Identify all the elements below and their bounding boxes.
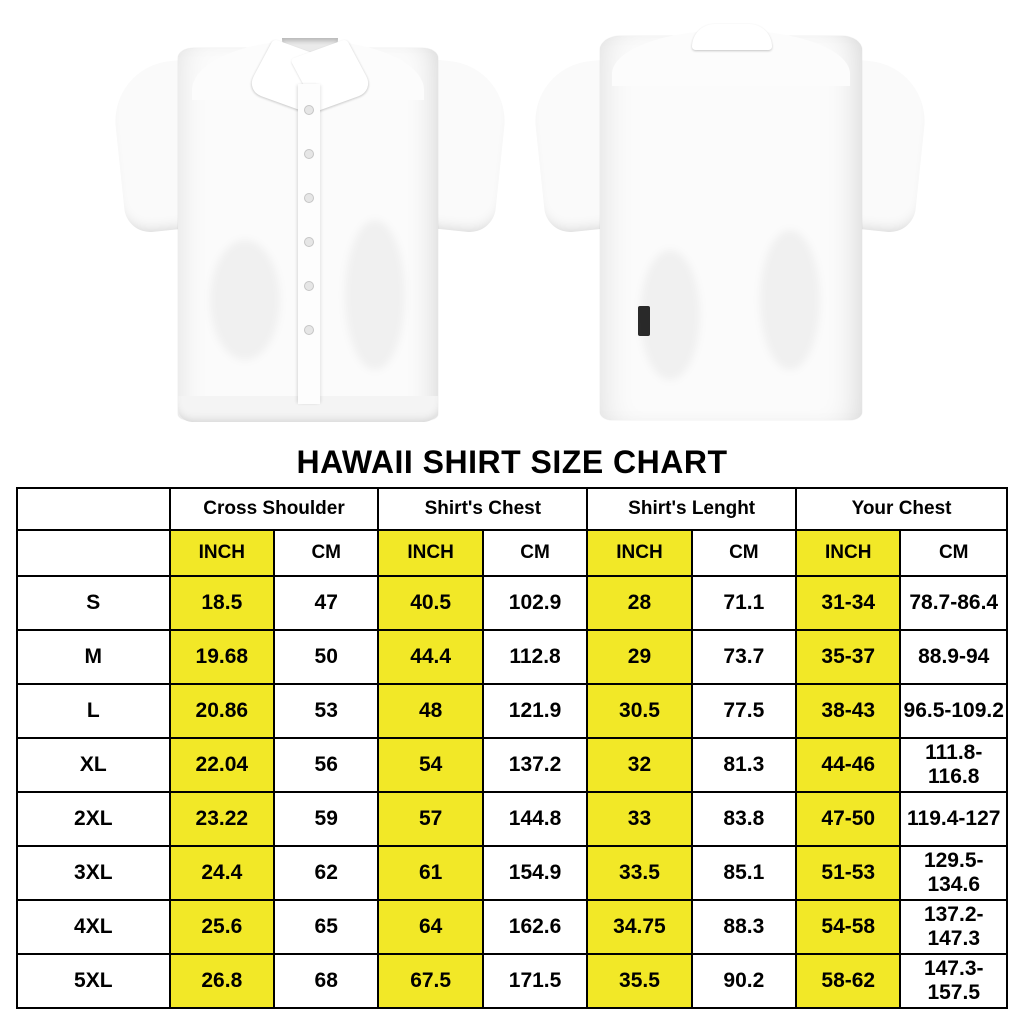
cross-shoulder-cm: 56 xyxy=(274,738,378,792)
size-label: XL xyxy=(17,738,170,792)
shirts-length-inch: 29 xyxy=(587,630,691,684)
fabric-fold xyxy=(210,240,280,360)
size-label: 5XL xyxy=(17,954,170,1008)
table-row xyxy=(17,792,1007,846)
shirts-length-cm: 90.2 xyxy=(692,954,796,1008)
shirts-chest-inch: 54 xyxy=(378,738,482,792)
shirt-button xyxy=(305,326,313,334)
fabric-fold xyxy=(760,230,820,370)
corner-cell xyxy=(17,488,170,530)
shirt-button xyxy=(305,194,313,202)
group-shirts-chest: Shirt's Chest xyxy=(378,488,587,530)
cross-shoulder-inch: 26.8 xyxy=(170,954,274,1008)
cross-shoulder-cm: 53 xyxy=(274,684,378,738)
shirts-chest-inch: 48 xyxy=(378,684,482,738)
group-cross-shoulder: Cross Shoulder xyxy=(170,488,379,530)
group-shirts-length: Shirt's Lenght xyxy=(587,488,796,530)
cross-shoulder-inch: 18.5 xyxy=(170,576,274,630)
your-chest-inch: 44-46 xyxy=(796,738,900,792)
your-chest-inch: 31-34 xyxy=(796,576,900,630)
cross-shoulder-inch: 25.6 xyxy=(170,900,274,954)
cross-shoulder-cm: 47 xyxy=(274,576,378,630)
cross-shoulder-cm: 68 xyxy=(274,954,378,1008)
size-label: L xyxy=(17,684,170,738)
shirt-button xyxy=(305,150,313,158)
cross-shoulder-inch: 23.22 xyxy=(170,792,274,846)
shirts-length-inch: 33 xyxy=(587,792,691,846)
cross-shoulder-cm: 62 xyxy=(274,846,378,900)
cross-shoulder-inch: 24.4 xyxy=(170,846,274,900)
shirts-chest-cm: 171.5 xyxy=(483,954,587,1008)
size-chart-table-wrapper xyxy=(16,487,1008,1009)
shirts-length-cm: 83.8 xyxy=(692,792,796,846)
your-chest-inch: 58-62 xyxy=(796,954,900,1008)
your-chest-cm: 147.3-157.5 xyxy=(900,954,1007,1008)
your-chest-cm: 119.4-127 xyxy=(900,792,1007,846)
size-chart-table xyxy=(16,487,1008,1009)
table-row xyxy=(17,738,1007,792)
table-row xyxy=(17,576,1007,630)
your-chest-cm: 129.5-134.6 xyxy=(900,846,1007,900)
your-chest-cm: 96.5-109.2 xyxy=(900,684,1007,738)
size-label: S xyxy=(17,576,170,630)
shirts-chest-inch: 67.5 xyxy=(378,954,482,1008)
shirts-chest-cm: 154.9 xyxy=(483,846,587,900)
shirts-chest-cm: 112.8 xyxy=(483,630,587,684)
shirt-back-image xyxy=(560,10,900,430)
size-label: 3XL xyxy=(17,846,170,900)
shirts-chest-inch: 61 xyxy=(378,846,482,900)
your-chest-inch: 47-50 xyxy=(796,792,900,846)
unit-your-chest-inch: INCH xyxy=(796,530,900,576)
your-chest-cm: 111.8-116.8 xyxy=(900,738,1007,792)
shirt-body-back xyxy=(600,36,862,420)
shirts-length-inch: 28 xyxy=(587,576,691,630)
collar-back xyxy=(692,24,772,50)
unit-cross-shoulder-inch: INCH xyxy=(170,530,274,576)
your-chest-inch: 35-37 xyxy=(796,630,900,684)
shirts-length-inch: 33.5 xyxy=(587,846,691,900)
cross-shoulder-cm: 65 xyxy=(274,900,378,954)
cross-shoulder-inch: 19.68 xyxy=(170,630,274,684)
shirts-chest-cm: 121.9 xyxy=(483,684,587,738)
shirts-chest-inch: 40.5 xyxy=(378,576,482,630)
unit-shirts-length-inch: INCH xyxy=(587,530,691,576)
shirts-length-cm: 73.7 xyxy=(692,630,796,684)
shirts-length-inch: 30.5 xyxy=(587,684,691,738)
shirt-button xyxy=(305,282,313,290)
shirt-illustrations xyxy=(0,0,1024,440)
unit-corner-cell xyxy=(17,530,170,576)
shirt-button xyxy=(305,106,313,114)
shirts-chest-cm: 144.8 xyxy=(483,792,587,846)
shirts-length-inch: 32 xyxy=(587,738,691,792)
fabric-fold xyxy=(345,220,405,370)
shirts-chest-cm: 162.6 xyxy=(483,900,587,954)
table-group-header-row xyxy=(17,488,1007,530)
shirts-chest-cm: 102.9 xyxy=(483,576,587,630)
your-chest-inch: 38-43 xyxy=(796,684,900,738)
unit-shirts-chest-inch: INCH xyxy=(378,530,482,576)
table-row xyxy=(17,846,1007,900)
table-row xyxy=(17,900,1007,954)
table-row xyxy=(17,684,1007,738)
shirt-button xyxy=(305,238,313,246)
shirt-front-image xyxy=(140,10,480,430)
your-chest-inch: 51-53 xyxy=(796,846,900,900)
your-chest-inch: 54-58 xyxy=(796,900,900,954)
unit-your-chest-cm: CM xyxy=(900,530,1007,576)
shirts-chest-inch: 57 xyxy=(378,792,482,846)
shirts-length-cm: 88.3 xyxy=(692,900,796,954)
shirts-length-cm: 81.3 xyxy=(692,738,796,792)
table-unit-header-row xyxy=(17,530,1007,576)
size-label: M xyxy=(17,630,170,684)
unit-cross-shoulder-cm: CM xyxy=(274,530,378,576)
shirts-chest-cm: 137.2 xyxy=(483,738,587,792)
fabric-fold xyxy=(640,250,700,380)
unit-shirts-length-cm: CM xyxy=(692,530,796,576)
page-title: HAWAII SHIRT SIZE CHART xyxy=(296,444,728,480)
your-chest-cm: 137.2-147.3 xyxy=(900,900,1007,954)
cross-shoulder-inch: 22.04 xyxy=(170,738,274,792)
size-label: 4XL xyxy=(17,900,170,954)
cross-shoulder-inch: 20.86 xyxy=(170,684,274,738)
cross-shoulder-cm: 59 xyxy=(274,792,378,846)
size-label: 2XL xyxy=(17,792,170,846)
cross-shoulder-cm: 50 xyxy=(274,630,378,684)
shirts-chest-inch: 64 xyxy=(378,900,482,954)
table-row xyxy=(17,630,1007,684)
shirts-chest-inch: 44.4 xyxy=(378,630,482,684)
shirts-length-cm: 71.1 xyxy=(692,576,796,630)
shirts-length-inch: 34.75 xyxy=(587,900,691,954)
shirts-length-inch: 35.5 xyxy=(587,954,691,1008)
unit-shirts-chest-cm: CM xyxy=(483,530,587,576)
shirts-length-cm: 85.1 xyxy=(692,846,796,900)
table-row xyxy=(17,954,1007,1008)
your-chest-cm: 78.7-86.4 xyxy=(900,576,1007,630)
shirts-length-cm: 77.5 xyxy=(692,684,796,738)
your-chest-cm: 88.9-94 xyxy=(900,630,1007,684)
group-your-chest: Your Chest xyxy=(796,488,1007,530)
